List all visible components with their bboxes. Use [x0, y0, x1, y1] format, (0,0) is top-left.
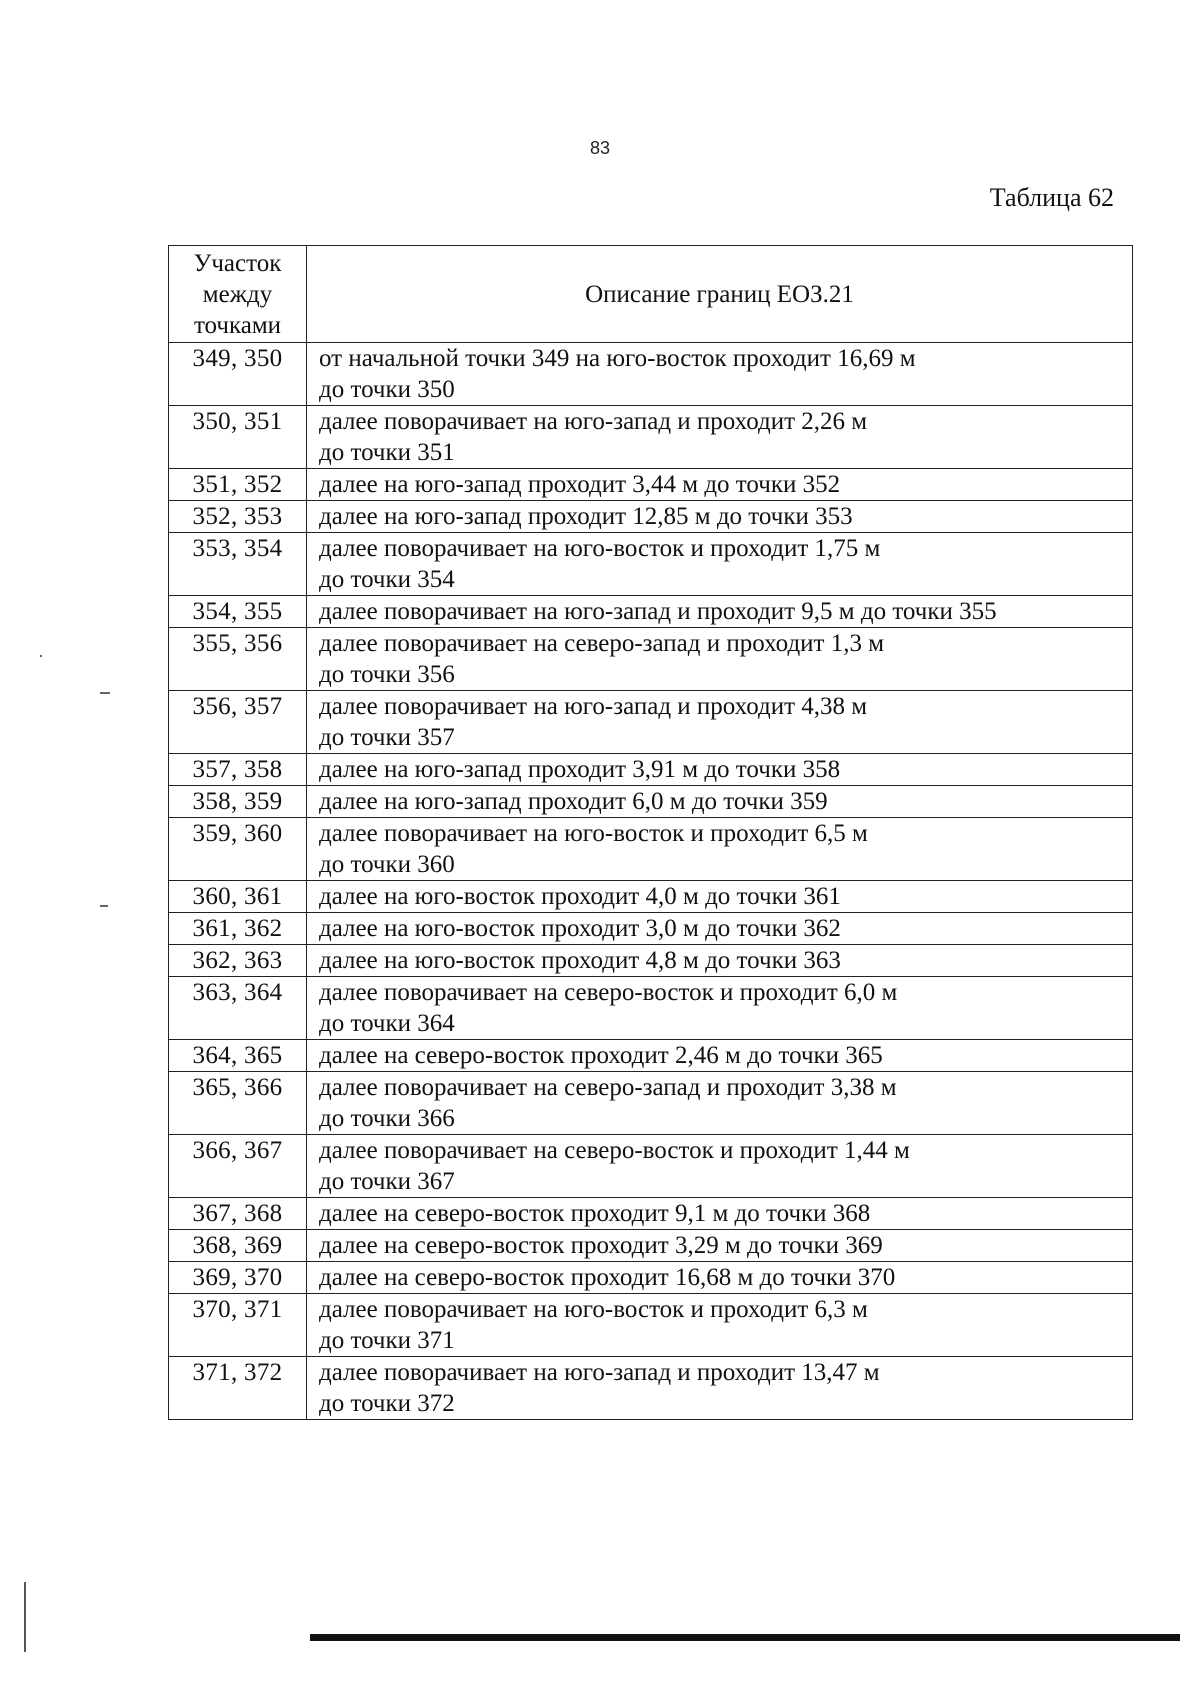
segment-cell: 366, 367 [169, 1135, 307, 1198]
table-caption: Таблица 62 [989, 183, 1114, 212]
table-row [169, 1262, 1133, 1294]
segment-cell: 356, 357 [169, 691, 307, 754]
description-cell: от начальной точки 349 на юго-восток проходит 16,69 м до точки 350 [307, 343, 1133, 406]
table-row [169, 1357, 1133, 1420]
description-cell: далее на юго-восток проходит 3,0 м до точки 362 [307, 913, 1133, 945]
segment-cell: 361, 362 [169, 913, 307, 945]
scan-dot [40, 655, 42, 657]
segment-cell: 357, 358 [169, 754, 307, 786]
header-description: Описание границ ЕОЗ.21 [307, 246, 1133, 343]
segment-cell: 355, 356 [169, 628, 307, 691]
table-row [169, 1294, 1133, 1357]
description-cell: далее поворачивает на северо-запад и проходит 1,3 м до точки 356 [307, 628, 1133, 691]
table-row [169, 469, 1133, 501]
header-segment-text: Участок между точками [193, 250, 282, 339]
table-header [169, 246, 1133, 343]
description-cell: далее на юго-запад проходит 3,91 м до точки 358 [307, 754, 1133, 786]
description-cell: далее поворачивает на юго-запад и проходит 13,47 м до точки 372 [307, 1357, 1133, 1420]
table-row [169, 818, 1133, 881]
segment-cell: 367, 368 [169, 1198, 307, 1230]
segment-cell: 354, 355 [169, 596, 307, 628]
segment-cell: 359, 360 [169, 818, 307, 881]
table-row [169, 1072, 1133, 1135]
header-row [169, 246, 1133, 343]
segment-cell: 364, 365 [169, 1040, 307, 1072]
table-row [169, 881, 1133, 913]
description-cell: далее на северо-восток проходит 9,1 м до точки 368 [307, 1198, 1133, 1230]
header-segment [169, 246, 307, 343]
description-cell: далее поворачивает на юго-запад и проходит 9,5 м до точки 355 [307, 596, 1133, 628]
boundary-table [168, 245, 1133, 1420]
description-cell: далее поворачивает на северо-запад и проходит 3,38 м до точки 366 [307, 1072, 1133, 1135]
description-cell: далее поворачивает на юго-восток и проходит 6,5 м до точки 360 [307, 818, 1133, 881]
table-row [169, 913, 1133, 945]
description-cell: далее на юго-запад проходит 12,85 м до точки 353 [307, 501, 1133, 533]
footer-rule [310, 1634, 1180, 1641]
segment-cell: 370, 371 [169, 1294, 307, 1357]
segment-cell: 363, 364 [169, 977, 307, 1040]
scan-dot [100, 692, 110, 694]
page-number: 83 [589, 138, 611, 158]
margin-mark [24, 1582, 26, 1652]
description-cell: далее на юго-запад проходит 3,44 м до точки 352 [307, 469, 1133, 501]
segment-cell: 349, 350 [169, 343, 307, 406]
table-row [169, 1135, 1133, 1198]
table-row [169, 1040, 1133, 1072]
description-cell: далее поворачивает на юго-восток и проходит 6,3 м до точки 371 [307, 1294, 1133, 1357]
segment-cell: 358, 359 [169, 786, 307, 818]
table-row [169, 596, 1133, 628]
table-body [169, 343, 1133, 1420]
table-row [169, 1230, 1133, 1262]
segment-cell: 352, 353 [169, 501, 307, 533]
segment-cell: 353, 354 [169, 533, 307, 596]
description-cell: далее поворачивает на северо-восток и проходит 1,44 м до точки 367 [307, 1135, 1133, 1198]
segment-cell: 362, 363 [169, 945, 307, 977]
segment-cell: 368, 369 [169, 1230, 307, 1262]
description-cell: далее поворачивает на юго-запад и проходит 2,26 м до точки 351 [307, 406, 1133, 469]
description-cell: далее на северо-восток проходит 16,68 м до точки 370 [307, 1262, 1133, 1294]
table-row [169, 977, 1133, 1040]
table-row [169, 1198, 1133, 1230]
description-cell: далее на юго-восток проходит 4,0 м до точки 361 [307, 881, 1133, 913]
table-row [169, 501, 1133, 533]
table-row [169, 754, 1133, 786]
table-row [169, 343, 1133, 406]
description-cell: далее на юго-запад проходит 6,0 м до точки 359 [307, 786, 1133, 818]
table-row [169, 533, 1133, 596]
segment-cell: 360, 361 [169, 881, 307, 913]
table-row [169, 406, 1133, 469]
segment-cell: 369, 370 [169, 1262, 307, 1294]
description-cell: далее на юго-восток проходит 4,8 м до точки 363 [307, 945, 1133, 977]
description-cell: далее поворачивает на северо-восток и проходит 6,0 м до точки 364 [307, 977, 1133, 1040]
table-row [169, 786, 1133, 818]
segment-cell: 365, 366 [169, 1072, 307, 1135]
segment-cell: 371, 372 [169, 1357, 307, 1420]
table-row [169, 945, 1133, 977]
description-cell: далее поворачивает на юго-запад и проходит 4,38 м до точки 357 [307, 691, 1133, 754]
description-cell: далее на северо-восток проходит 2,46 м до точки 365 [307, 1040, 1133, 1072]
scan-dot [100, 905, 108, 907]
table-row [169, 691, 1133, 754]
segment-cell: 351, 352 [169, 469, 307, 501]
description-cell: далее на северо-восток проходит 3,29 м до точки 369 [307, 1230, 1133, 1262]
table-row [169, 628, 1133, 691]
description-cell: далее поворачивает на юго-восток и проходит 1,75 м до точки 354 [307, 533, 1133, 596]
segment-cell: 350, 351 [169, 406, 307, 469]
